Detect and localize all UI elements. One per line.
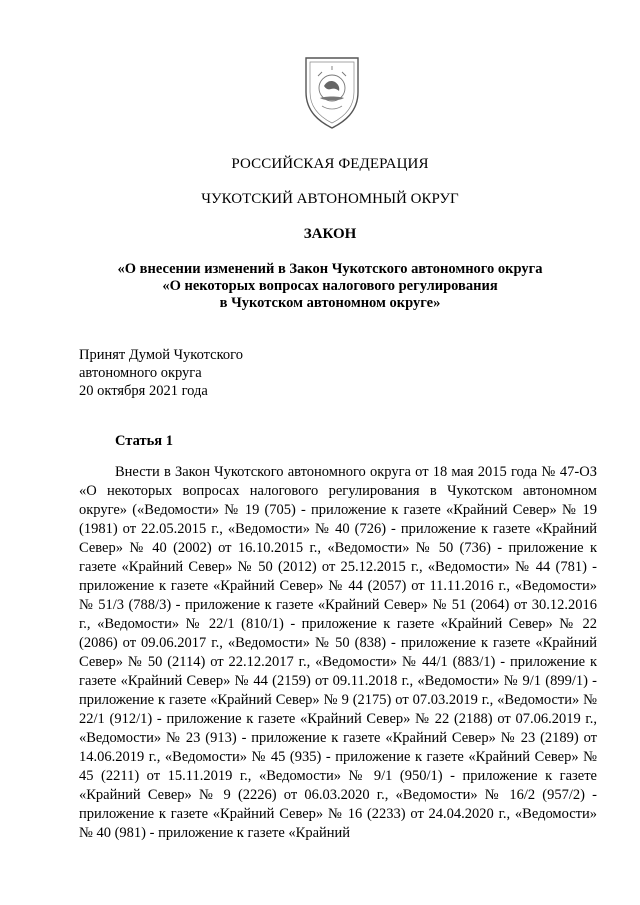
law-title	[60, 261, 600, 312]
coat-of-arms-icon	[300, 52, 364, 130]
adoption-line: автономного округа	[79, 365, 202, 381]
article-body: Внести в Закон Чукотского автономного округа от 18 мая 2015 года № 47-ОЗ «О некоторых вопросах налогового регулирования в Чукотском автономном округе» («Ведомости» № 19 (705) - приложение к газете «Крайний Север» № 19 (1981) от 22.05.2015 г., «Ведомости» № 40 (726) - приложение к газете «Крайний Север» № 40 (2002) от 16.10.2015 г., «Ведомости» № 50 (736) - приложение к газете «Крайний Север» № 50 (2012) от 25.12.2015 г., «Ведомости» № 44 (781) - приложение к газете «Крайний Север» № 44 (2057) от 11.11.2016 г., «Ведомости» № 51/3 (788/3) - приложение к газете «Крайний Север» № 51 (2064) от 30.12.2016 г., «Ведомости» № 22/1 (810/1) - приложение к газете «Крайний Север» № 22 (2086) от 09.06.2017 г., «Ведомости» № 50 (838) - приложение к газете «Крайний Север» № 50 (2114) от 22.12.2017 г., «Ведомости» № 44/1 (883/1) - приложение к газете «Крайний Север» № 44 (2159) от 09.11.2018 г., «Ведомости» № 9/1 (899/1) - приложение к газете «Крайний Север» № 9 (2175) от 07.03.2019 г., «Ведомости» № 22/1 (912/1) - приложение к газете «Крайний Север» № 22 (2188) от 07.06.2019 г., «Ведомости» № 23 (913) - приложение к газете «Крайний Север» № 23 (2189) от 14.06.2019 г., «Ведомости» № 45 (935) - приложение к газете «Крайний Север» № 45 (2211) от 15.11.2019 г., «Ведомости» № 9/1 (950/1) - приложение к газете «Крайний Север» № 9 (2226) от 06.03.2020 г., «Ведомости» № 16/2 (957/2) - приложение к газете «Крайний Север» № 16 (2233) от 24.04.2020 г., «Ведомости» № 40 (981) - приложение к газете «Крайний	[79, 464, 597, 841]
law-title-line: «О некоторых вопросах налогового регулирования	[162, 278, 498, 294]
article-heading: Статья 1	[115, 433, 173, 449]
federation-heading: РОССИЙСКАЯ ФЕДЕРАЦИЯ	[231, 156, 429, 172]
adoption-block	[79, 346, 243, 400]
adoption-date: 20 октября 2021 года	[79, 383, 208, 399]
adoption-line: Принят Думой Чукотского	[79, 347, 244, 363]
okrug-heading: ЧУКОТСКИЙ АВТОНОМНЫЙ ОКРУГ	[201, 191, 459, 207]
document-type-heading: ЗАКОН	[303, 226, 357, 242]
law-title-line: в Чукотском автономном округе»	[219, 295, 441, 311]
law-title-line: «О внесении изменений в Закон Чукотского автономного округа	[117, 261, 543, 277]
